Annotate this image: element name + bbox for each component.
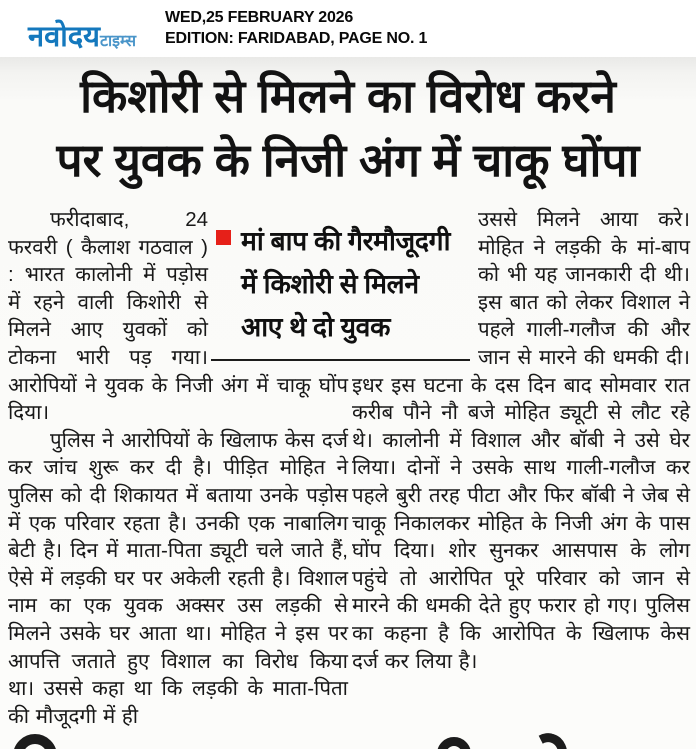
masthead: [0, 0, 696, 57]
date-line: WED,25 FEBRUARY 2026: [165, 9, 354, 26]
newspaper-logo: [28, 16, 136, 55]
pullquote-line-2: में किशोरी से मिलने: [241, 269, 419, 299]
headline-line-1: किशोरी से मिलने का विरोध करने: [80, 70, 616, 122]
red-square-bullet-icon: [216, 230, 231, 245]
headline-line-2: पर युवक के निजी अंग में चाकू घोंपा: [56, 134, 640, 186]
left-paragraph-2: पुलिस ने आरोपियों के खिलाफ केस दर्ज कर जांच शुरू कर दी है। पीड़ित मोहित ने पुलिस को दी शिकायत में बताया उनके पड़ोस में एक परिवार रहता है। उनकी एक नाबालिग बेटी है। दिन में माता-पिता ड्यूटी चले जाते हैं, ऐसे में लड़की घर पर अकेली रहती है। विशाल नाम का एक युवक अक्सर उस लड़की से मिलने उसके घर आता था। मोहित ने इस पर आपत्ति जताते हुए विशाल का विरोध किया था। उससे कहा था कि लड़की के माता-पिता की मौजूदगी में ही: [8, 428, 348, 728]
pullquote-inner: [211, 220, 470, 349]
logo-text-main: नवोदय: [28, 21, 100, 53]
dateline-block: [165, 7, 427, 49]
edition-line: EDITION: FARIDABAD, PAGE NO. 1: [165, 30, 428, 47]
pullquote-line-1: मां बाप की गैरमौजूदगी: [241, 226, 451, 256]
left-paragraph-1: फरीदाबाद, 24 फरवरी ( कैलाश गठवाल ) : भारत कालोनी में पड़ोस में रहने वाली किशोरी से मिलने आए युवकों को टोकना भारी पड़ गया। आरोपियों ने युवक के निजी अंग में चाकू घोंप दिया।: [8, 208, 348, 425]
pullquote-box: [211, 220, 470, 361]
logo-text-sub: टाइम्स: [99, 33, 137, 50]
article-headline: [10, 64, 686, 192]
right-paragraph-1: उससे मिलने आया करे। मोहित ने लड़की के मां-बाप को भी यह जानकारी दी थी। इस बात को लेकर विशाल ने पहले गाली-गलौज की और जान से मारने की धमकी दी। इधर इस घटना के दस दिन बाद सोमवार रात करीब पौने नौ बजे मोहित ड्यूटी से लौट रहे थे। कालोनी में विशाल और बॉबी ने उसे घेर लिया। दोनों ने उसके साथ गाली-गलौज कर पहले बुरी तरह पीटा और फिर बॉबी ने जेब से चाकू निकालकर मोहित के निजी अंग के पास घोंप दिया। शोर सुनकर आसपास के लोग पहुंचे तो आरोपित पूरे परिवार को जान से मारने की धमकी देते हुए फरार हो गए। पुलिस का कहना है कि आरोपित के खिलाफ केस दर्ज कर लिया है।: [352, 208, 690, 673]
pullquote-line-3: आए थे दो युवक: [241, 312, 391, 342]
